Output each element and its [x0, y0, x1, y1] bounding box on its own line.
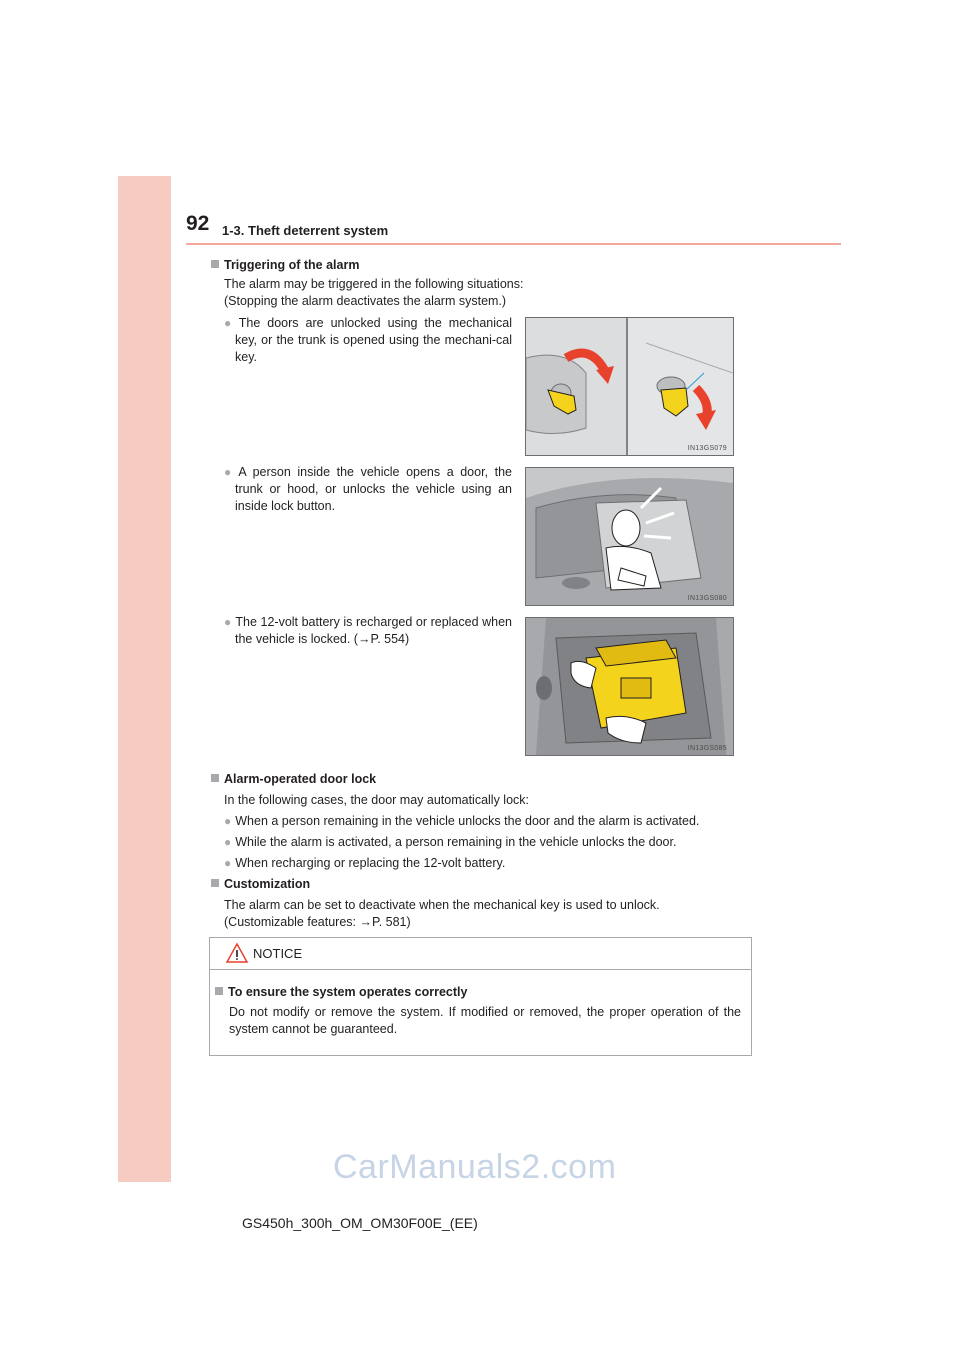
notice-header	[210, 938, 751, 970]
trigger-item-mechanical-key: ● The doors are unlocked using the mechanical key, or the trunk is opened using the mechani-cal key.	[224, 316, 513, 364]
figure-mechanical-key	[525, 317, 734, 456]
trigger-item-battery: ● The 12-volt battery is recharged or replaced when the vehicle is locked. (→P. 554)	[224, 615, 513, 646]
page-number: 92	[186, 212, 210, 235]
door-lock-item: ● When a person remaining in the vehicle unlocks the door and the alarm is activated.	[224, 814, 700, 828]
triggering-heading: Triggering of the alarm	[211, 257, 359, 274]
footer-code: GS450h_300h_OM_OM30F00E_(EE)	[242, 1215, 478, 1231]
figure-code: IN13GS080	[687, 595, 727, 602]
bullet-dot-icon: ●	[224, 465, 235, 479]
figure-code: IN13GS085	[687, 745, 727, 752]
door-lock-item: ● When recharging or replacing the 12-volt battery.	[224, 856, 506, 870]
bullet-dot-icon: ●	[224, 316, 235, 330]
figure-code: IN13GS079	[687, 445, 727, 452]
notice-box	[209, 937, 752, 1056]
watermark: CarManuals2.com	[333, 1148, 617, 1186]
notice-body: Do not modify or remove the system. If modified or removed, the proper operation of the system cannot be guaranteed.	[229, 1005, 741, 1036]
square-bullet-icon	[211, 774, 219, 782]
customization-line-2: (Customizable features: →P. 581)	[224, 915, 411, 929]
chapter-sidebar	[118, 176, 171, 1182]
triggering-intro-2: (Stopping the alarm deactivates the alarm system.)	[224, 294, 507, 308]
trigger-item-inside-person: ● A person inside the vehicle opens a door, the trunk or hood, or unlocks the vehicle using an inside lock button.	[224, 465, 512, 513]
figure-inside-person	[525, 467, 734, 606]
warning-triangle-icon	[226, 943, 248, 963]
door-lock-heading: Alarm-operated door lock	[211, 771, 376, 788]
bullet-dot-icon: ●	[224, 856, 232, 870]
door-lock-item: ● While the alarm is activated, a person remaining in the vehicle unlocks the door.	[224, 835, 677, 849]
bullet-dot-icon: ●	[224, 814, 232, 828]
bullet-dot-icon: ●	[224, 835, 232, 849]
door-lock-intro: In the following cases, the door may automatically lock:	[224, 793, 530, 807]
square-bullet-icon	[211, 879, 219, 887]
customization-line-1: The alarm can be set to deactivate when the mechanical key is used to unlock.	[224, 898, 660, 912]
square-bullet-icon	[215, 987, 223, 995]
bullet-dot-icon: ●	[224, 615, 232, 629]
header-rule	[186, 243, 841, 245]
notice-title: NOTICE	[253, 946, 303, 961]
notice-heading: To ensure the system operates correctly	[215, 984, 467, 1001]
section-title: 1-3. Theft deterrent system	[222, 223, 389, 238]
square-bullet-icon	[211, 260, 219, 268]
customization-heading: Customization	[211, 876, 310, 893]
triggering-intro-1: The alarm may be triggered in the following situations:	[224, 277, 524, 291]
battery-illustration	[526, 618, 733, 755]
inside-person-illustration	[526, 468, 733, 605]
figure-battery	[525, 617, 734, 756]
mechanical-key-illustration	[526, 318, 733, 455]
